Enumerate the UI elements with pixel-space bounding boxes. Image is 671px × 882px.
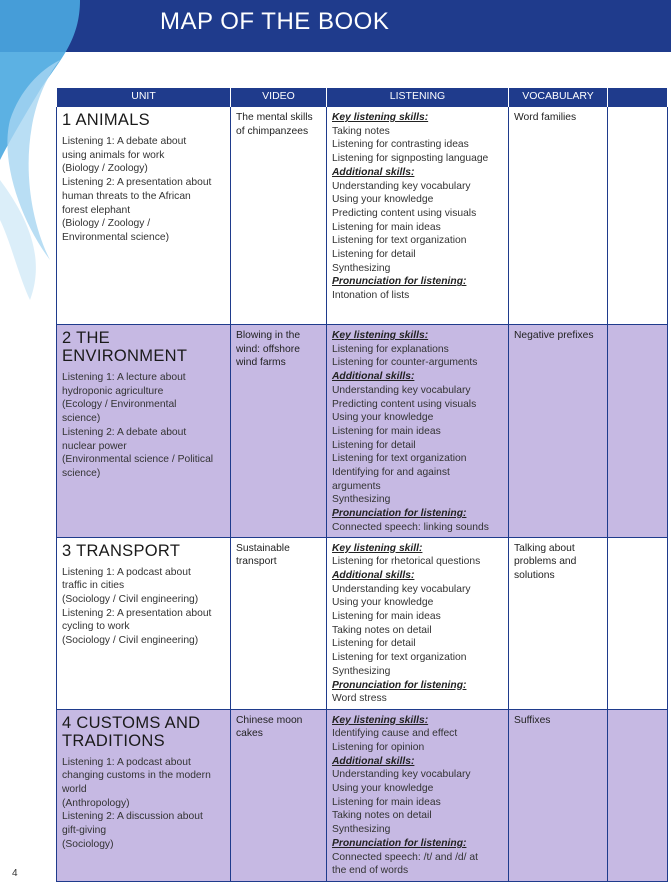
unit-description-line: (Ecology / Environmental [62, 399, 177, 411]
unit-description-line: using animals for work [62, 149, 165, 161]
listening-skill-item: Connected speech: /t/ and /d/ at [332, 851, 478, 863]
listening-skill-item: Taking notes [332, 125, 390, 137]
unit-row [57, 107, 668, 325]
unit-description-line: gift-giving [62, 825, 107, 837]
unit-description-line: Listening 1: A lecture about [62, 372, 186, 383]
unit-description-line: Listening 1: A podcast about [62, 566, 191, 578]
listening-skill-heading: Pronunciation for listening: [332, 837, 467, 849]
unit-description-line: (Anthropology) [62, 797, 130, 809]
unit-description-line: nuclear power [62, 440, 127, 452]
listening-skill-item: Connected speech: linking sounds [332, 521, 489, 533]
header-vocabulary: VOCABULARY [509, 88, 608, 107]
listening-skill-item: Using your knowledge [332, 412, 434, 424]
listening-skill-item: Listening for main ideas [332, 611, 441, 623]
unit-cell [57, 325, 231, 538]
listening-skill-item: Understanding key vocabulary [332, 769, 471, 781]
listening-skill-item: Listening for opinion [332, 741, 425, 753]
listening-skill-item: Listening for explanations [332, 343, 449, 355]
listening-skill-item: Intonation of lists [332, 290, 410, 302]
listening-skill-item: Identifying cause and effect [332, 728, 458, 740]
unit-description-line: (Sociology / Civil engineering) [62, 635, 199, 647]
listening-skill-item: Understanding key vocabulary [332, 384, 471, 396]
listening-skill-heading: Key listening skills: [332, 714, 429, 726]
table-header-row [57, 88, 668, 107]
video-cell: Sustainable transport [231, 537, 327, 709]
listening-skill-item: Synthesizing [332, 494, 391, 506]
listening-skill-item: Using your knowledge [332, 194, 434, 206]
listening-skill-item: Listening for main ideas [332, 221, 441, 233]
listening-skill-item: Taking notes on detail [332, 624, 432, 636]
listening-skill-item: Using your knowledge [332, 597, 434, 609]
unit-description-line: (Environmental science / Political [62, 454, 214, 466]
listening-skill-heading: Key listening skills: [332, 330, 429, 341]
unit-title: 4 CUSTOMS AND TRADITIONS [62, 713, 201, 750]
unit-description-line: (Sociology / Civil engineering) [62, 593, 199, 605]
listening-skill-item: Predicting content using visuals [332, 398, 477, 410]
unit-title: 2 THE ENVIRONMENT [62, 329, 188, 365]
listening-skill-item: arguments [332, 480, 381, 492]
listening-skill-item: Using your knowledge [332, 783, 434, 795]
unit-title: 3 TRANSPORT [62, 541, 181, 560]
listening-skill-heading: Additional skills: [332, 371, 415, 383]
unit-description-line: Environmental science) [62, 231, 170, 243]
listening-cell [327, 107, 509, 325]
unit-cell [57, 107, 231, 325]
extra-cell [608, 107, 668, 325]
unit-cell [57, 709, 231, 881]
video-cell: Chinese moon cakes [231, 709, 327, 881]
listening-skill-item: Identifying for and against [332, 467, 450, 479]
listening-skill-item: Listening for text organization [332, 235, 467, 247]
unit-description-line: human threats to the African [62, 190, 191, 202]
listening-skill-item: Listening for detail [332, 439, 416, 451]
listening-skill-heading: Additional skills: [332, 166, 415, 178]
listening-skill-item: Listening for text organization [332, 652, 467, 664]
unit-description-line: Listening 2: A presentation about [62, 177, 212, 189]
unit-description-line: (Biology / Zoology / [62, 218, 151, 230]
listening-skill-item: Listening for rhetorical questions [332, 556, 481, 568]
page-title: MAP OF THE BOOK [160, 8, 390, 35]
listening-skill-heading: Key listening skills: [332, 112, 429, 123]
unit-description-line: Listening 1: A podcast about [62, 756, 191, 768]
vocabulary-cell: Negative prefixes [509, 325, 608, 538]
unit-description-line: changing customs in the modern [62, 770, 211, 782]
unit-description-line: science) [62, 413, 101, 425]
extra-cell [608, 709, 668, 881]
unit-description-line: (Sociology) [62, 838, 114, 850]
vocabulary-cell: Talking about problems and solutions [509, 537, 608, 709]
unit-title: 1 ANIMALS [62, 111, 150, 129]
unit-description-line: traffic in cities [62, 580, 125, 592]
listening-skill-item: Listening for signposting language [332, 153, 489, 165]
listening-skill-item: Synthesizing [332, 262, 391, 274]
listening-skill-item: Predicting content using visuals [332, 207, 477, 219]
listening-skill-heading: Pronunciation for listening: [332, 679, 467, 691]
listening-skill-item: Taking notes on detail [332, 810, 432, 822]
unit-description-line: Listening 1: A debate about [62, 136, 187, 147]
listening-cell [327, 537, 509, 709]
unit-description-line: Listening 2: A discussion about [62, 811, 203, 823]
listening-cell [327, 325, 509, 538]
header-video: VIDEO [231, 88, 327, 107]
unit-description-line: cycling to work [62, 621, 130, 633]
listening-skill-heading: Pronunciation for listening: [332, 276, 467, 288]
unit-description-line: world [62, 783, 87, 795]
listening-skill-item: Synthesizing [332, 824, 391, 836]
listening-skill-item: Listening for text organization [332, 453, 467, 465]
unit-description-line: Listening 2: A presentation about [62, 607, 212, 619]
unit-description-line: (Biology / Zoology) [62, 163, 148, 175]
unit-row [57, 325, 668, 538]
page-number: 4 [12, 868, 18, 879]
listening-skill-item: Listening for detail [332, 638, 416, 650]
listening-skill-heading: Additional skills: [332, 569, 415, 581]
listening-cell [327, 709, 509, 881]
listening-skill-item: Listening for detail [332, 249, 416, 261]
unit-row [57, 709, 668, 881]
listening-skill-item: Listening for main ideas [332, 796, 441, 808]
header-listening: LISTENING [327, 88, 509, 107]
listening-skill-heading: Pronunciation for listening: [332, 508, 467, 520]
unit-description-line: hydroponic agriculture [62, 385, 164, 397]
vocabulary-cell: Suffixes [509, 709, 608, 881]
listening-skill-item: Listening for contrasting ideas [332, 139, 469, 151]
unit-cell [57, 537, 231, 709]
header-extra [608, 88, 668, 107]
unit-description-line: Listening 2: A debate about [62, 426, 187, 438]
header-unit: UNIT [57, 88, 231, 107]
listening-skill-item: the end of words [332, 865, 409, 877]
unit-description-line: science) [62, 467, 101, 479]
listening-skill-heading: Key listening skill: [332, 542, 423, 554]
listening-skill-item: Synthesizing [332, 665, 391, 677]
video-cell: The mental skills of chimpanzees [231, 107, 327, 325]
vocabulary-cell: Word families [509, 107, 608, 325]
listening-skill-item: Understanding key vocabulary [332, 583, 471, 595]
unit-row [57, 537, 668, 709]
extra-cell [608, 325, 668, 538]
listening-skill-item: Word stress [332, 693, 387, 705]
listening-skill-heading: Additional skills: [332, 755, 415, 767]
book-map-table [56, 88, 668, 882]
listening-skill-item: Listening for main ideas [332, 425, 441, 437]
listening-skill-item: Understanding key vocabulary [332, 180, 471, 192]
listening-skill-item: Listening for counter-arguments [332, 357, 478, 369]
extra-cell [608, 537, 668, 709]
unit-description-line: forest elephant [62, 204, 131, 216]
video-cell: Blowing in the wind: offshore wind farms [231, 325, 327, 538]
